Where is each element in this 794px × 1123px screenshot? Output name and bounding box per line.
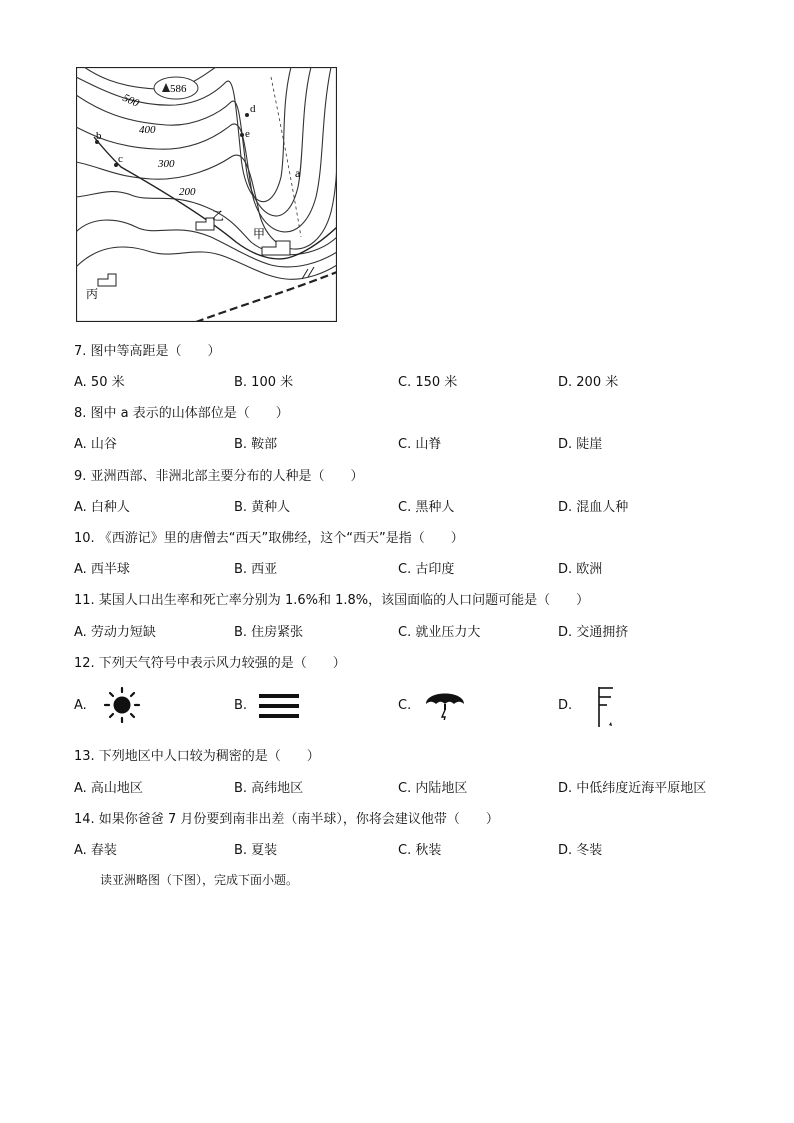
point-label: d <box>250 103 256 115</box>
option-a[interactable]: A. 春装 <box>74 843 117 858</box>
option-d[interactable]: D. 交通拥挤 <box>558 625 629 640</box>
option-d[interactable]: D. 200 米 <box>558 375 619 390</box>
option-b[interactable]: B. 100 米 <box>234 375 294 390</box>
contour-label: 400 <box>139 124 156 136</box>
option-c[interactable]: C. 内陆地区 <box>398 781 468 796</box>
option-d[interactable]: D. 混血人种 <box>558 500 629 515</box>
option-b[interactable]: B. 住房紧张 <box>234 625 304 640</box>
option-a[interactable]: A. 山谷 <box>74 437 117 452</box>
option-a[interactable]: A. 西半球 <box>74 562 130 577</box>
option-a[interactable]: A. 白种人 <box>74 500 130 515</box>
place-label: 甲 <box>253 227 266 241</box>
option-a[interactable]: A. <box>74 698 87 713</box>
option-a[interactable]: A. 劳动力短缺 <box>74 625 156 640</box>
umbrella-rain-icon <box>423 688 467 720</box>
sun-icon <box>102 686 142 724</box>
point-label: e <box>245 128 250 140</box>
question-stem: 12. 下列天气符号中表示风力较强的是（ ） <box>74 656 346 671</box>
question-stem: 11. 某国人口出生率和死亡率分别为 1.6%和 1.8%，该国面临的人口问题可能是（ ） <box>74 593 590 608</box>
fog-lines-icon <box>258 692 300 722</box>
question-stem: 13. 下列地区中人口较为稠密的是（ ） <box>74 749 320 764</box>
option-c[interactable]: C. <box>398 698 412 713</box>
option-b[interactable]: B. 鞍部 <box>234 437 278 452</box>
option-c[interactable]: C. 山脊 <box>398 437 442 452</box>
option-c[interactable]: C. 150 米 <box>398 375 458 390</box>
option-d[interactable]: D. <box>558 698 573 713</box>
option-d[interactable]: D. 中低纬度近海平原地区 <box>558 781 707 796</box>
question-stem: 7. 图中等高距是（ ） <box>74 344 221 359</box>
peak-label: 586 <box>170 83 187 95</box>
option-a[interactable]: A. 50 米 <box>74 375 125 390</box>
option-c[interactable]: C. 秋装 <box>398 843 442 858</box>
question-stem: 10. 《西游记》里的唐僧去“西天”取佛经，这个“西天”是指（ ） <box>74 531 464 546</box>
option-d[interactable]: D. 冬装 <box>558 843 603 858</box>
contour-label: 500 <box>120 91 141 110</box>
option-b[interactable]: B. 高纬地区 <box>234 781 304 796</box>
question-stem: 9. 亚洲西部、非洲北部主要分布的人种是（ ） <box>74 469 364 484</box>
place-label: 乙 <box>212 209 225 223</box>
contour-map <box>76 67 337 322</box>
point-label: c <box>118 153 123 165</box>
option-b[interactable]: B. 黄种人 <box>234 500 291 515</box>
option-d[interactable]: D. 陡崖 <box>558 437 603 452</box>
question-stem: 8. 图中 a 表示的山体部位是（ ） <box>74 406 289 421</box>
point-label: a <box>295 166 301 180</box>
option-c[interactable]: C. 黑种人 <box>398 500 455 515</box>
contour-label: 200 <box>179 186 196 198</box>
option-a[interactable]: A. 高山地区 <box>74 781 143 796</box>
place-label: 丙 <box>86 287 99 301</box>
option-b[interactable]: B. 西亚 <box>234 562 278 577</box>
option-b[interactable]: B. 夏装 <box>234 843 278 858</box>
point-label: b <box>96 130 102 142</box>
question-stem: 14. 如果你爸爸 7 月份要到南非出差（南半球），你将会建议他带（ ） <box>74 812 499 827</box>
option-c[interactable]: C. 就业压力大 <box>398 625 481 640</box>
contour-label: 300 <box>158 158 175 170</box>
option-b[interactable]: B. <box>234 698 248 713</box>
reading-instruction: 读亚洲略图（下图），完成下面小题。 <box>100 873 299 887</box>
option-d[interactable]: D. 欧洲 <box>558 562 603 577</box>
wind-barb-icon <box>595 685 619 729</box>
option-c[interactable]: C. 古印度 <box>398 562 455 577</box>
